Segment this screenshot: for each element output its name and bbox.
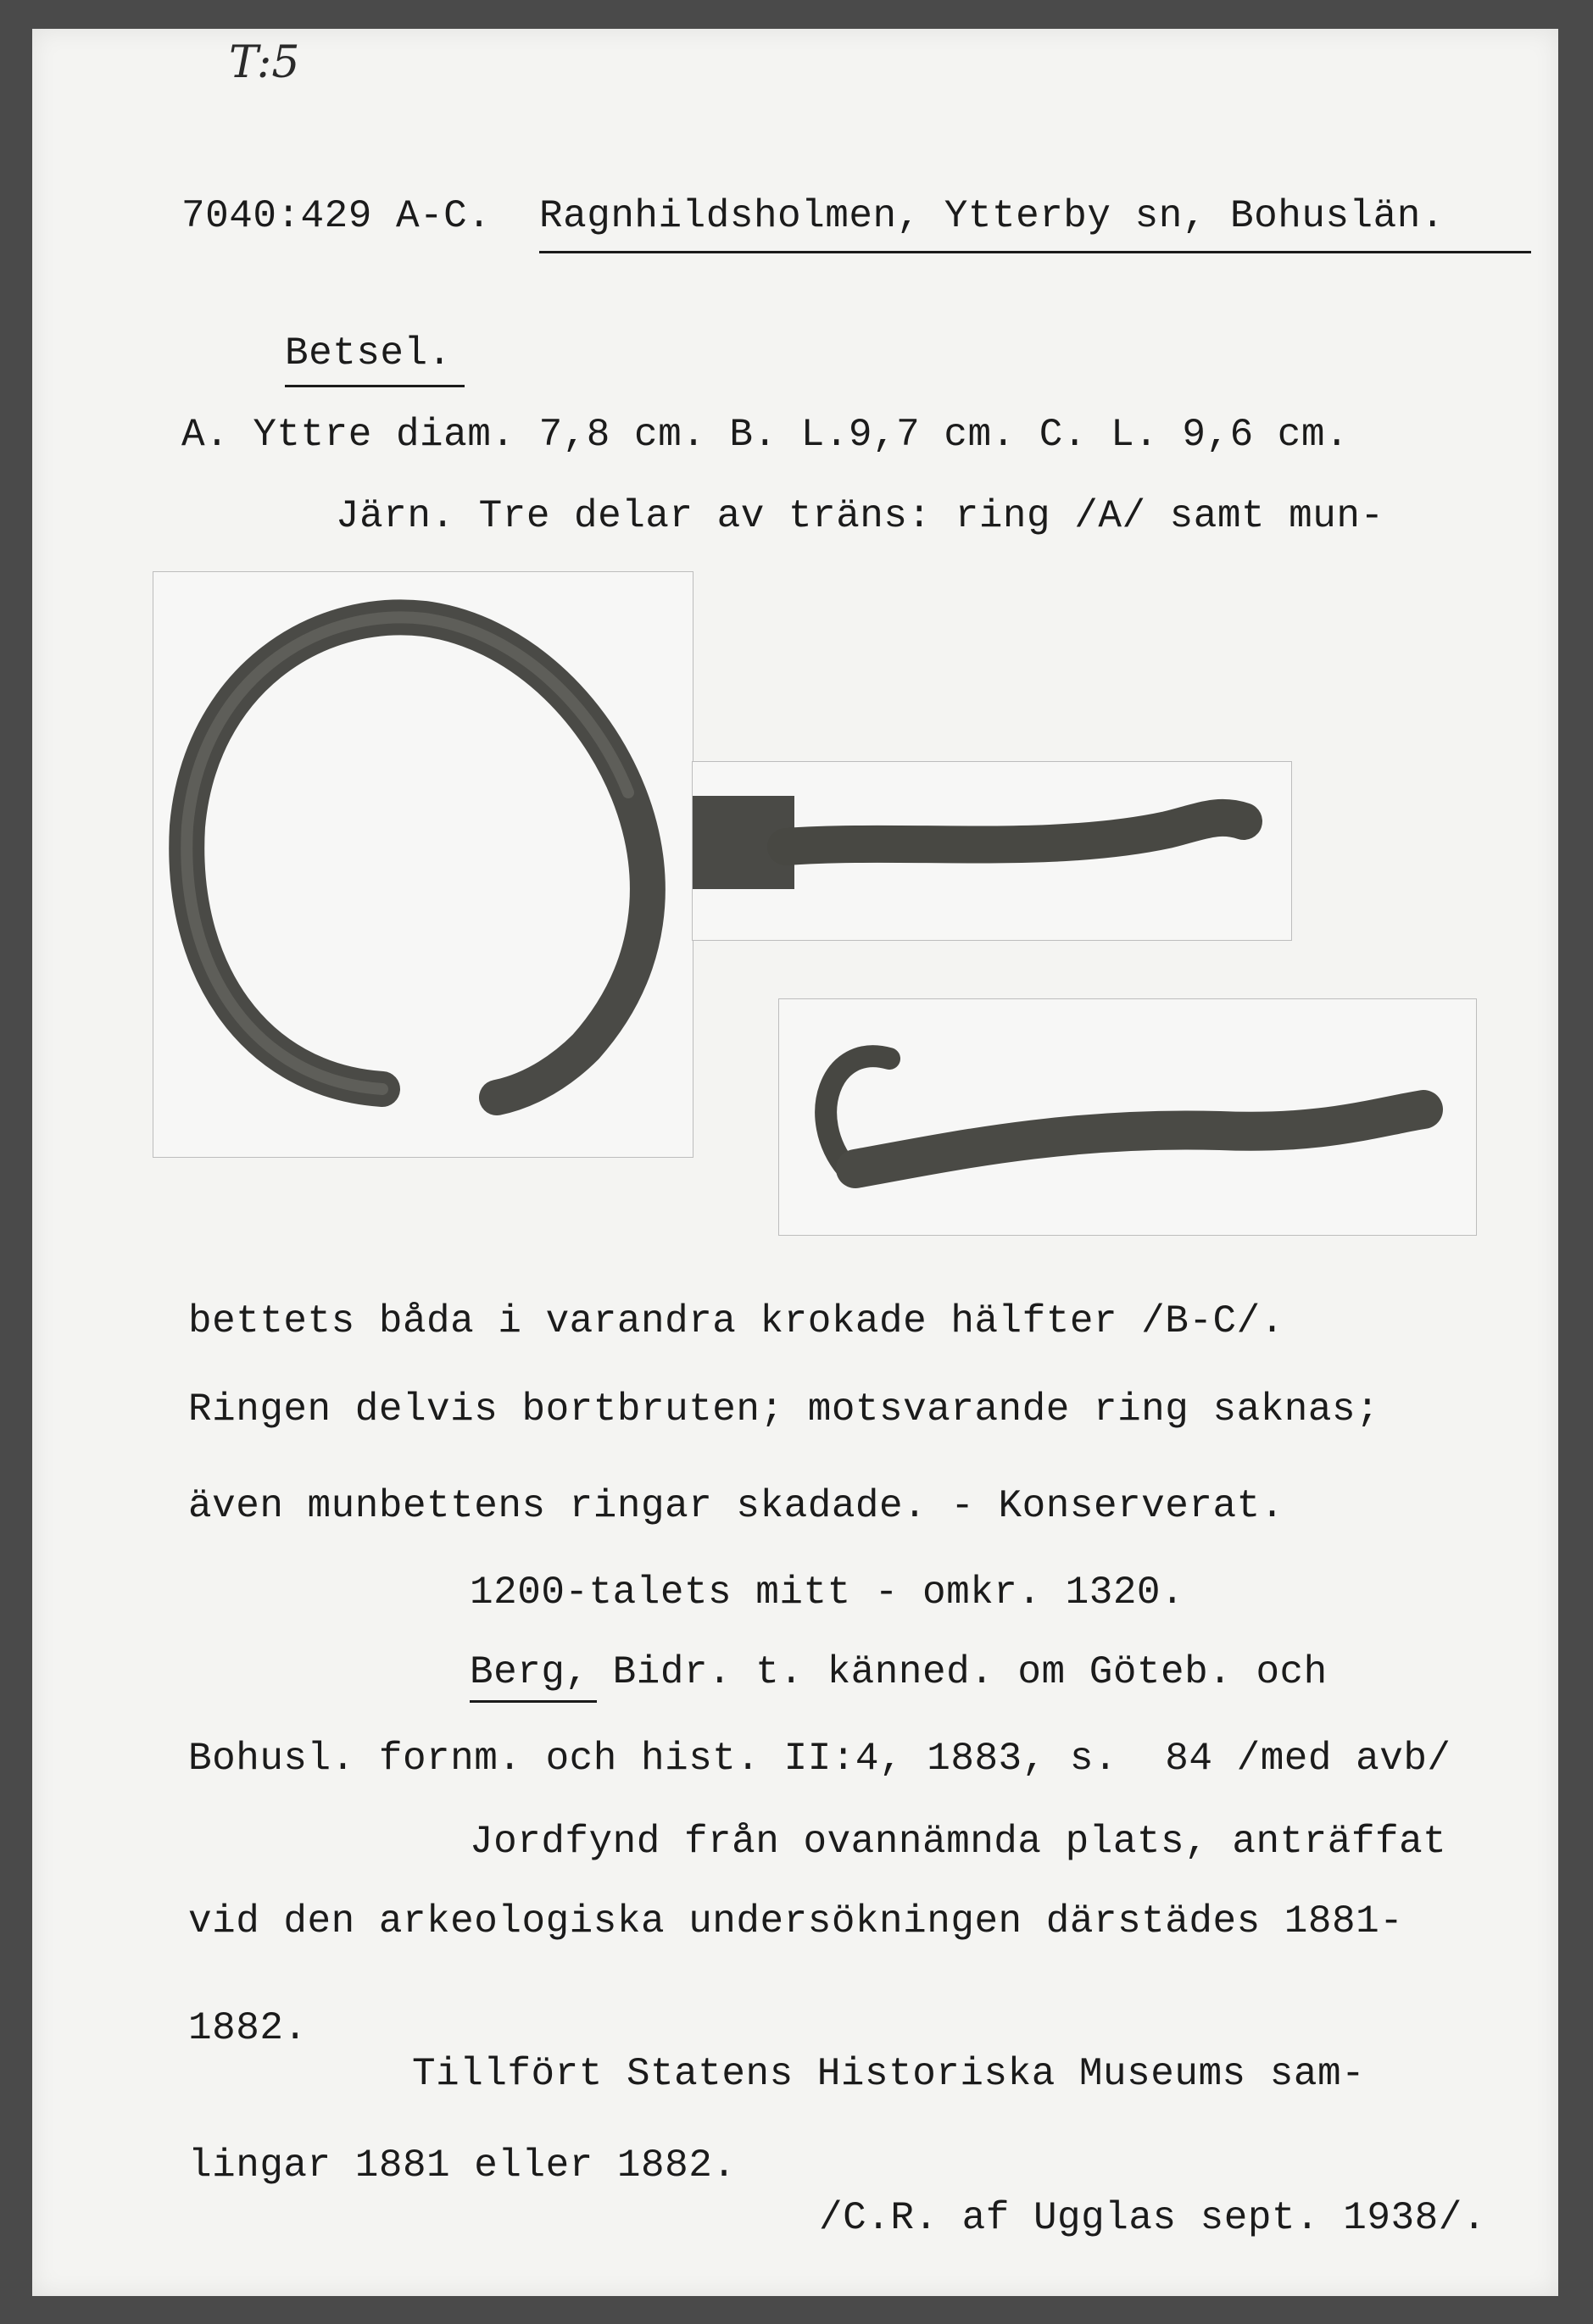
object-name-underline — [285, 385, 465, 387]
photo-mouthpiece-c — [778, 998, 1477, 1236]
photo-mouthpiece-b — [692, 761, 1292, 941]
reference-line-1: Berg, Bidr. t. känned. om Göteb. och — [470, 1650, 1328, 1694]
dating: 1200-talets mitt - omkr. 1320. — [470, 1571, 1185, 1615]
description-line-3: Ringen delvis bortbruten; motsvarande ring saknas; — [188, 1387, 1380, 1432]
find-context-line-3: 1882. — [188, 2006, 308, 2050]
mouthpiece-c-illustration — [779, 999, 1476, 1235]
description-line-2: bettets båda i varandra krokade hälfter /B-C/. — [188, 1299, 1284, 1343]
author-underline — [470, 1700, 597, 1703]
ring-illustration — [153, 572, 693, 1157]
object-name: Betsel. — [285, 331, 452, 375]
catalog-number: 7040:429 A-C. — [181, 194, 492, 238]
location-underline — [539, 251, 1531, 253]
catalog-card — [32, 29, 1558, 2296]
find-context-line-1: Jordfynd från ovannämnda plats, anträffat — [470, 1820, 1447, 1864]
acquisition-line-1: Tillfört Statens Historiska Museums sam- — [412, 2052, 1366, 2096]
mouthpiece-b-illustration — [693, 762, 1291, 940]
reference-line-2: Bohusl. fornm. och hist. II:4, 1883, s. 84 /med avb/ — [188, 1737, 1451, 1781]
handwritten-mark: T:5 — [229, 37, 300, 88]
signature: /C.R. af Ugglas sept. 1938/. — [819, 2196, 1486, 2240]
description-line-4: även munbettens ringar skadade. - Konserverat. — [188, 1484, 1284, 1528]
find-context-line-2: vid den arkeologiska undersökningen därstädes 1881- — [188, 1899, 1404, 1943]
photo-ring-a — [153, 571, 693, 1158]
acquisition-line-2: lingar 1881 eller 1882. — [188, 2143, 737, 2188]
find-location: Ragnhildsholmen, Ytterby sn, Bohuslän. — [539, 194, 1445, 238]
measurements: A. Yttre diam. 7,8 cm. B. L.9,7 cm. C. L. 9,6 cm. — [181, 413, 1350, 457]
description-line-1: Järn. Tre delar av träns: ring /A/ samt mun- — [336, 494, 1384, 538]
